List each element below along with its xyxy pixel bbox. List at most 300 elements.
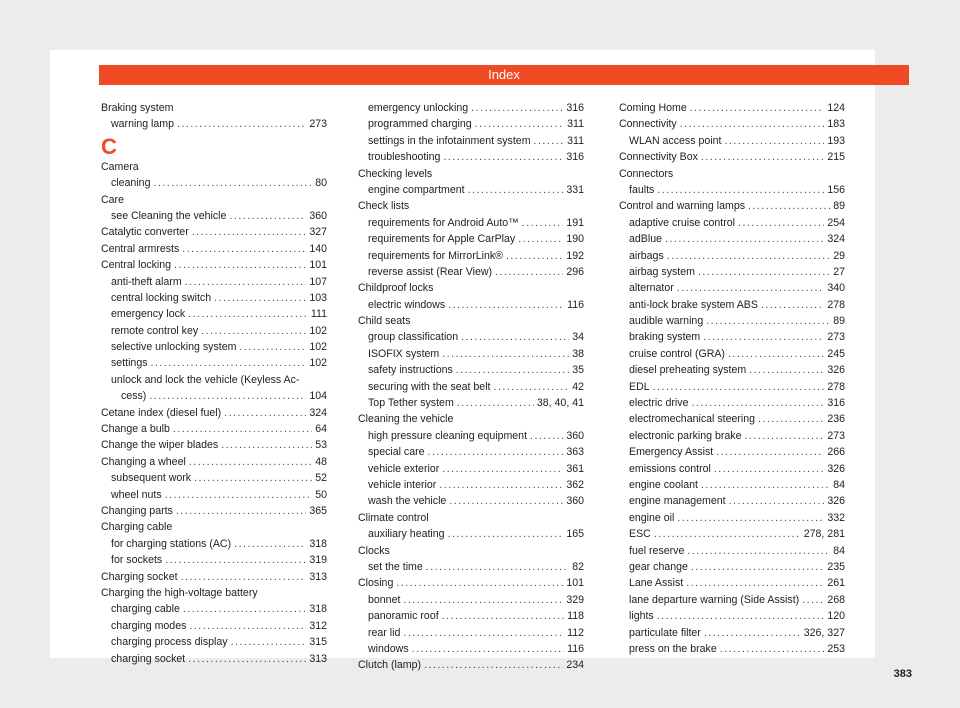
index-subentry — [619, 575, 845, 591]
dot-leader — [706, 313, 830, 329]
entry-label: Catalytic converter — [101, 226, 189, 239]
dot-leader — [677, 510, 824, 526]
entry-label: WLAN access point — [629, 134, 722, 147]
entry-label: Lane Assist — [629, 577, 684, 590]
index-entry — [101, 585, 327, 601]
dot-leader — [729, 493, 825, 509]
entry-label: Central armrests — [101, 242, 180, 255]
index-subentry — [619, 592, 845, 608]
dot-leader — [194, 470, 312, 486]
entry-page-number: 192 — [566, 249, 584, 262]
index-entry — [619, 149, 845, 165]
index-subentry — [358, 116, 584, 132]
entry-label: emergency lock — [111, 308, 186, 321]
index-subentry — [619, 526, 845, 542]
entry-label: wheel nuts — [111, 488, 162, 501]
index-subentry — [358, 428, 584, 444]
index-entry — [358, 280, 584, 296]
entry-page-number: 326 — [827, 364, 845, 377]
index-subentry — [619, 231, 845, 247]
index-subentry — [358, 477, 584, 493]
dot-leader — [728, 346, 824, 362]
entry-page-number: 84 — [833, 478, 845, 491]
entry-label: requirements for MirrorLink® — [368, 249, 503, 262]
entry-page-number: 326 — [827, 462, 845, 475]
entry-page-number: 365 — [309, 504, 327, 517]
entry-label: press on the brake — [629, 642, 717, 655]
entry-page-number: 324 — [309, 406, 327, 419]
entry-page-number: 52 — [315, 472, 327, 485]
entry-label: braking system — [629, 331, 701, 344]
index-subentry — [101, 372, 327, 388]
entry-label: Cleaning the vehicle — [358, 413, 454, 426]
dot-leader — [153, 175, 312, 191]
index-entry — [619, 198, 845, 214]
entry-label: Change a bulb — [101, 423, 170, 436]
index-subentry — [619, 329, 845, 345]
dot-leader — [657, 608, 825, 624]
dot-leader — [704, 625, 801, 641]
index-subentry — [101, 339, 327, 355]
index-subentry — [619, 608, 845, 624]
dot-leader — [192, 224, 307, 240]
index-entry — [358, 411, 584, 427]
dot-leader — [495, 264, 563, 280]
index-section-letter: C — [101, 133, 117, 159]
index-subentry — [358, 641, 584, 657]
entry-label: charging process display — [111, 636, 228, 649]
dot-leader — [177, 116, 306, 132]
entry-label: group classification — [368, 331, 459, 344]
entry-page-number: 116 — [567, 642, 584, 655]
entry-page-number: 235 — [827, 560, 845, 573]
entry-label: subsequent work — [111, 472, 192, 485]
index-subentry — [619, 543, 845, 559]
dot-leader — [506, 248, 563, 264]
index-entry — [101, 241, 327, 257]
dot-leader — [442, 461, 563, 477]
entry-page-number: 278 — [827, 298, 845, 311]
entry-page-number: 103 — [309, 291, 327, 304]
index-subentry — [619, 510, 845, 526]
entry-label: remote control key — [111, 324, 199, 337]
entry-page-number: 268 — [827, 593, 845, 606]
entry-label: alternator — [629, 282, 674, 295]
index-subentry — [619, 411, 845, 427]
dot-leader — [687, 543, 830, 559]
dot-leader — [149, 388, 306, 404]
entry-page-number: 318 — [309, 537, 327, 550]
index-subentry — [619, 641, 845, 657]
dot-leader — [448, 526, 564, 542]
index-subentry — [619, 477, 845, 493]
dot-leader — [151, 355, 307, 371]
index-subentry — [358, 362, 584, 378]
index-subentry — [358, 264, 584, 280]
index-subentry — [619, 559, 845, 575]
index-subentry — [358, 625, 584, 641]
entry-label: Braking system — [101, 102, 174, 114]
entry-page-number: 360 — [566, 495, 584, 508]
entry-label: gear change — [629, 560, 688, 573]
entry-page-number: 101 — [309, 259, 327, 272]
entry-page-number: 273 — [827, 429, 845, 442]
index-subentry — [619, 444, 845, 460]
entry-page-number: 101 — [566, 577, 584, 590]
index-entry — [358, 166, 584, 182]
index-subentry — [358, 149, 584, 165]
entry-page-number: 324 — [827, 233, 845, 246]
dot-leader — [677, 280, 825, 296]
dot-leader — [456, 362, 569, 378]
entry-label: rear lid — [368, 626, 401, 639]
index-subentry — [619, 362, 845, 378]
entry-page-number: 107 — [309, 275, 327, 288]
index-subentry — [619, 133, 845, 149]
dot-leader — [448, 297, 564, 313]
entry-page-number: 362 — [566, 478, 584, 491]
entry-label: anti-theft alarm — [111, 275, 182, 288]
entry-page-number: 82 — [572, 560, 584, 573]
entry-page-number: 124 — [827, 102, 845, 114]
entry-page-number: 273 — [309, 118, 327, 131]
entry-page-number: 102 — [309, 341, 327, 354]
entry-page-number: 27 — [833, 265, 845, 278]
entry-label: reverse assist (Rear View) — [368, 265, 493, 278]
entry-page-number: 313 — [309, 570, 327, 583]
dot-leader — [173, 421, 312, 437]
dot-leader — [403, 625, 564, 641]
dot-leader — [189, 454, 312, 470]
dot-leader — [680, 116, 825, 132]
entry-label: bonnet — [368, 593, 401, 606]
entry-page-number: 312 — [309, 619, 327, 632]
dot-leader — [183, 601, 306, 617]
dot-leader — [534, 133, 565, 149]
entry-page-number: 34 — [572, 331, 584, 344]
index-column-3 — [619, 100, 845, 657]
entry-label: electromechanical steering — [629, 413, 756, 426]
dot-leader — [701, 477, 830, 493]
entry-label: cruise control (GRA) — [629, 347, 725, 360]
entry-label: ESC — [629, 528, 651, 541]
entry-label: Emergency Assist — [629, 446, 714, 459]
index-subentry — [358, 297, 584, 313]
index-subentry — [358, 182, 584, 198]
dot-leader — [738, 215, 824, 231]
entry-label: windows — [368, 642, 409, 655]
entry-label: engine compartment — [368, 183, 465, 196]
entry-page-number: 112 — [567, 626, 584, 639]
entry-label: requirements for Apple CarPlay — [368, 233, 516, 246]
index-subentry — [101, 306, 327, 322]
entry-label: charging cable — [111, 603, 180, 616]
dot-leader — [229, 208, 306, 224]
dot-leader — [221, 437, 312, 453]
dot-leader — [748, 198, 830, 214]
dot-leader — [724, 133, 824, 149]
index-column-1 — [101, 100, 327, 667]
entry-page-number: 326, 327 — [803, 626, 845, 639]
index-subentry — [619, 493, 845, 509]
dot-leader — [234, 536, 306, 552]
index-entry — [101, 257, 327, 273]
dot-leader — [653, 379, 825, 395]
entry-page-number: 193 — [827, 134, 845, 147]
entry-label: Changing a wheel — [101, 455, 186, 468]
index-subentry — [101, 388, 327, 404]
entry-label: electric windows — [368, 298, 446, 311]
entry-page-number: 183 — [827, 118, 845, 131]
index-subentry — [619, 346, 845, 362]
index-subentry — [101, 601, 327, 617]
entry-label: warning lamp — [111, 118, 175, 131]
entry-page-number: 89 — [833, 200, 845, 213]
entry-page-number: 311 — [567, 118, 584, 131]
entry-page-number: 316 — [566, 151, 584, 164]
entry-label: for sockets — [111, 554, 163, 567]
dot-leader — [518, 231, 563, 247]
entry-label: faults — [629, 183, 655, 196]
index-subentry — [619, 264, 845, 280]
dot-leader — [654, 526, 801, 542]
entry-label: Charging the high-voltage battery — [101, 586, 258, 599]
entry-label: vehicle interior — [368, 478, 437, 491]
dot-leader — [224, 405, 306, 421]
dot-leader — [714, 461, 824, 477]
entry-label: emergency unlocking — [368, 102, 469, 114]
entry-label: cleaning — [111, 177, 151, 190]
entry-page-number: 53 — [315, 439, 327, 452]
index-subentry — [358, 526, 584, 542]
entry-page-number: 340 — [827, 282, 845, 295]
entry-label: Childproof locks — [358, 282, 434, 295]
entry-label: fuel reserve — [629, 544, 685, 557]
entry-page-number: 38, 40, 41 — [536, 397, 584, 410]
entry-page-number: 254 — [827, 216, 845, 229]
entry-label: vehicle exterior — [368, 462, 440, 475]
entry-label: electronic parking brake — [629, 429, 742, 442]
entry-label: ISOFIX system — [368, 347, 440, 360]
entry-page-number: 38 — [572, 347, 584, 360]
index-subentry — [101, 634, 327, 650]
index-subentry — [101, 323, 327, 339]
entry-label: Climate control — [358, 511, 429, 524]
index-entry — [101, 159, 327, 175]
entry-page-number: 316 — [827, 397, 845, 410]
dot-leader — [424, 657, 563, 673]
dot-leader — [686, 575, 824, 591]
dot-leader — [665, 231, 824, 247]
index-subentry — [619, 215, 845, 231]
entry-page-number: 111 — [310, 308, 327, 321]
index-subentry — [358, 100, 584, 116]
dot-leader — [690, 100, 825, 116]
entry-page-number: 48 — [315, 455, 327, 468]
dot-leader — [530, 428, 563, 444]
index-subentry — [101, 274, 327, 290]
entry-label: Connectivity Box — [619, 151, 698, 164]
entry-label: Charging cable — [101, 521, 173, 534]
index-entry — [101, 437, 327, 453]
entry-page-number: 360 — [566, 429, 584, 442]
index-subentry — [619, 428, 845, 444]
dot-leader — [691, 559, 824, 575]
entry-page-number: 165 — [566, 528, 584, 541]
dot-leader — [176, 503, 306, 519]
index-subentry — [619, 182, 845, 198]
index-entry — [101, 569, 327, 585]
dot-leader — [471, 100, 563, 116]
page-number: 383 — [893, 668, 912, 680]
index-subentry — [101, 290, 327, 306]
dot-leader — [396, 575, 563, 591]
index-entry — [101, 405, 327, 421]
dot-leader — [165, 487, 313, 503]
index-subentry — [358, 444, 584, 460]
entry-label: for charging stations (AC) — [111, 537, 232, 550]
index-entry — [101, 224, 327, 240]
entry-label: adBlue — [629, 233, 662, 246]
index-subentry — [358, 592, 584, 608]
entry-label: Child seats — [358, 315, 411, 328]
dot-leader — [758, 411, 824, 427]
entry-page-number: 80 — [315, 177, 327, 190]
entry-page-number: 118 — [567, 610, 584, 623]
entry-page-number: 361 — [566, 462, 584, 475]
index-subentry — [101, 208, 327, 224]
entry-label: Connectors — [619, 167, 674, 180]
dot-leader — [703, 329, 824, 345]
entry-label: special care — [368, 446, 425, 459]
entry-label: safety instructions — [368, 364, 453, 377]
entry-label: Coming Home — [619, 102, 687, 114]
dot-leader — [181, 569, 307, 585]
entry-page-number: 329 — [566, 593, 584, 606]
index-entry — [101, 421, 327, 437]
entry-label: engine management — [629, 495, 726, 508]
entry-label: adaptive cruise control — [629, 216, 735, 229]
entry-page-number: 326 — [827, 495, 845, 508]
index-subentry — [619, 395, 845, 411]
entry-label: unlock and lock the vehicle (Keyless Ac- — [111, 373, 300, 386]
index-subentry — [358, 248, 584, 264]
entry-page-number: 89 — [833, 315, 845, 328]
index-column-2 — [358, 100, 584, 674]
entry-label: Charging socket — [101, 570, 178, 583]
dot-leader — [442, 608, 564, 624]
entry-page-number: 245 — [827, 347, 845, 360]
index-subentry — [358, 559, 584, 575]
index-subentry — [358, 461, 584, 477]
entry-page-number: 253 — [827, 642, 845, 655]
entry-label: settings — [111, 357, 148, 370]
entry-page-number: 261 — [827, 577, 845, 590]
entry-label: engine coolant — [629, 478, 698, 491]
entry-label: emissions control — [629, 462, 711, 475]
dot-leader — [749, 362, 824, 378]
entry-label: settings in the infotainment system — [368, 134, 531, 147]
entry-label: central locking switch — [111, 291, 212, 304]
dot-leader — [231, 634, 307, 650]
index-subentry — [358, 379, 584, 395]
entry-page-number: 120 — [827, 610, 845, 623]
dot-leader — [761, 297, 824, 313]
entry-page-number: 190 — [566, 233, 584, 246]
dot-leader — [428, 444, 564, 460]
entry-page-number: 313 — [309, 652, 327, 665]
entry-page-number: 50 — [315, 488, 327, 501]
entry-page-number: 278, 281 — [803, 528, 845, 541]
dot-leader — [165, 552, 306, 568]
dot-leader — [657, 182, 824, 198]
index-subentry — [619, 297, 845, 313]
dot-leader — [522, 215, 564, 231]
index-subentry — [101, 487, 327, 503]
dot-leader — [667, 248, 830, 264]
entry-label: Connectivity — [619, 118, 677, 131]
index-subentry — [101, 552, 327, 568]
entry-label: charging modes — [111, 619, 187, 632]
entry-page-number: 331 — [566, 183, 584, 196]
index-subentry — [101, 651, 327, 667]
dot-leader — [461, 329, 569, 345]
entry-label: selective unlocking system — [111, 341, 237, 354]
index-entry — [101, 519, 327, 535]
index-header: Index — [99, 65, 909, 85]
index-subentry — [358, 395, 584, 411]
index-subentry — [619, 379, 845, 395]
entry-label: securing with the seat belt — [368, 380, 491, 393]
entry-label: Clutch (lamp) — [358, 659, 421, 672]
entry-label: Change the wiper blades — [101, 439, 219, 452]
index-entry — [101, 503, 327, 519]
entry-page-number: 332 — [827, 511, 845, 524]
entry-label: Central locking — [101, 259, 172, 272]
dot-leader — [744, 428, 824, 444]
entry-label: high pressure cleaning equipment — [368, 429, 528, 442]
entry-label: set the time — [368, 560, 423, 573]
dot-leader — [189, 618, 306, 634]
entry-label: audible warning — [629, 315, 704, 328]
index-subentry — [101, 470, 327, 486]
index-page — [50, 50, 875, 672]
dot-leader — [188, 306, 308, 322]
entry-page-number: 102 — [309, 324, 327, 337]
dot-leader — [174, 257, 306, 273]
index-entry — [101, 454, 327, 470]
entry-page-number: 311 — [567, 134, 584, 147]
entry-label: particulate filter — [629, 626, 701, 639]
entry-page-number: 35 — [572, 364, 584, 377]
dot-leader — [185, 274, 307, 290]
index-subentry — [619, 461, 845, 477]
dot-leader — [691, 395, 824, 411]
entry-label: see Cleaning the vehicle — [111, 209, 227, 222]
dot-leader — [457, 395, 534, 411]
index-subentry — [358, 133, 584, 149]
entry-page-number: 278 — [827, 380, 845, 393]
dot-leader — [412, 641, 564, 657]
entry-page-number: 64 — [315, 423, 327, 436]
dot-leader — [720, 641, 825, 657]
entry-label: charging socket — [111, 652, 186, 665]
index-subentry — [101, 618, 327, 634]
entry-label: panoramic roof — [368, 610, 439, 623]
entry-label: EDL — [629, 380, 650, 393]
entry-page-number: 319 — [309, 554, 327, 567]
index-subentry — [619, 313, 845, 329]
